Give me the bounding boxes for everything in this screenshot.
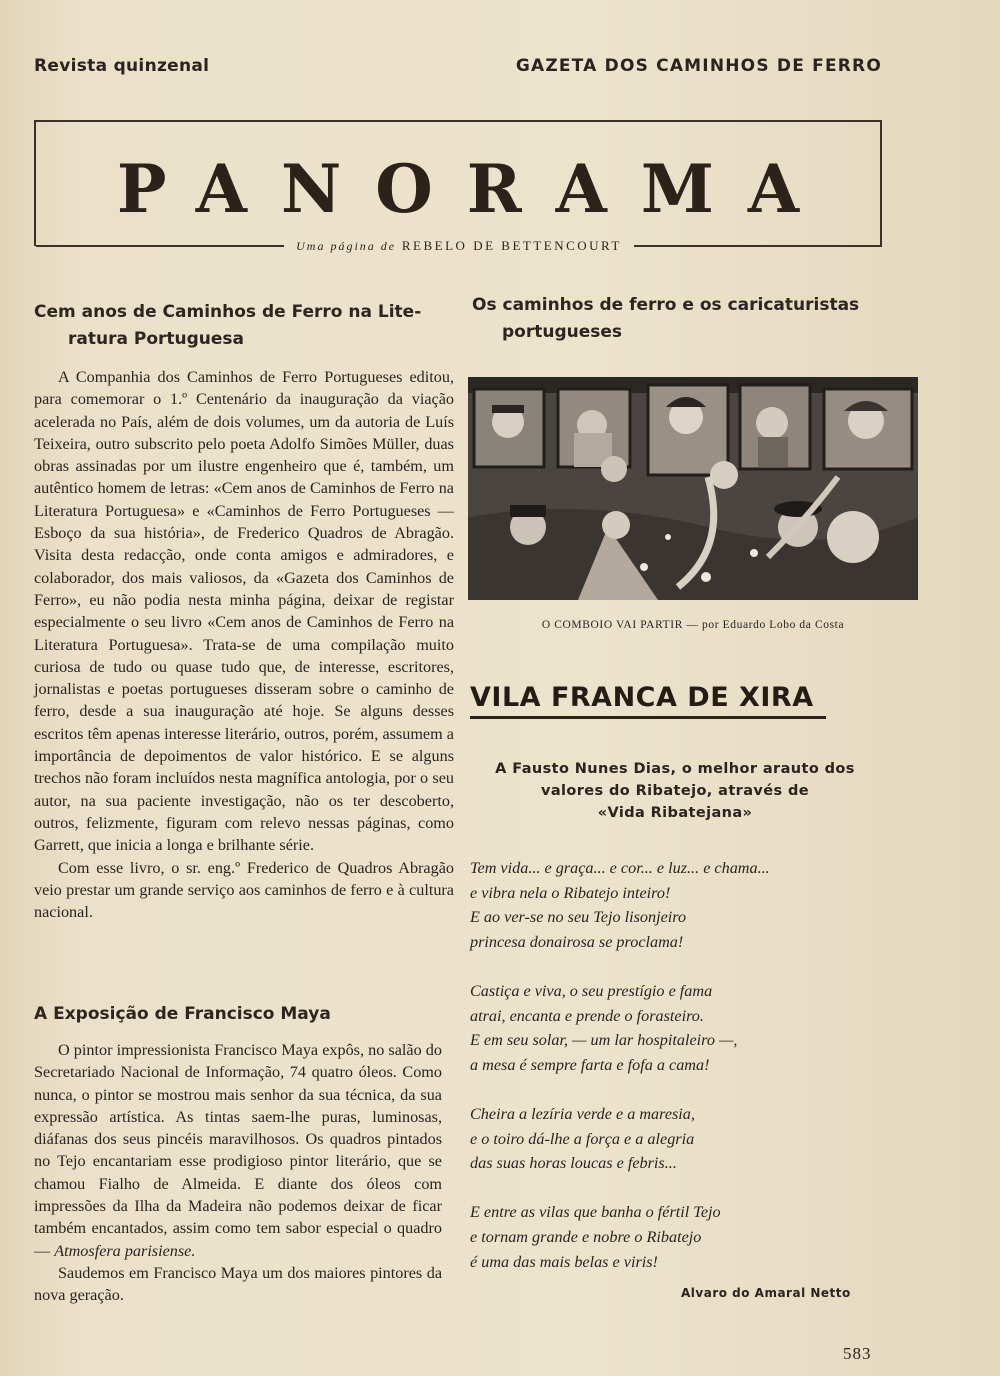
poem-line: e o toiro dá-lhe a força e a alegria — [470, 1129, 695, 1148]
masthead-byline — [36, 236, 882, 256]
dedication-line: A Fausto Nunes Dias, o melhor arauto dos — [495, 761, 855, 777]
caption-title: O COMBOIO VAI PARTIR — [541, 619, 683, 631]
byline-rule-left — [36, 245, 284, 247]
article1-title-line2: ratura Portuguesa — [68, 329, 245, 349]
poem-line: Cheira a lezíria verde e a maresia, — [470, 1104, 695, 1123]
article1-paragraph: Com esse livro, o sr. eng.º Frederico de Quadros Abragão veio prestar um grande serviço aos caminhos de ferro e à cultura nacional. — [34, 858, 454, 922]
poem-body — [470, 856, 890, 1299]
article2-body — [34, 1039, 442, 1307]
byline-author: REBELO DE BETTENCOURT — [401, 238, 622, 253]
poem-line: E ao ver-se no seu Tejo lisonjeiro — [470, 908, 687, 927]
poem-stanza — [470, 856, 890, 954]
masthead-title: PANORAMA — [116, 150, 834, 228]
article1-body — [34, 366, 454, 923]
poem-line: E em seu solar, — um lar hospitaleiro —, — [470, 1031, 738, 1050]
poem-line: a mesa é sempre farta e fofa a cama! — [470, 1055, 710, 1074]
poem-line: e tornam grande e nobre o Ribatejo — [470, 1227, 702, 1246]
dedication-line: «Vida Ribatejana» — [597, 805, 753, 821]
poem-line: e vibra nela o Ribatejo inteiro! — [470, 883, 671, 902]
article1-title-line1: Cem anos de Caminhos de Ferro na Lite- — [34, 302, 422, 322]
poem-line: atrai, encanta e prende o forasteiro. — [470, 1006, 704, 1025]
running-header — [34, 56, 882, 76]
article2-paragraph — [34, 1039, 442, 1262]
byline-rule-right — [634, 245, 882, 247]
byline-text — [284, 238, 634, 254]
poem-stanza — [470, 1200, 890, 1274]
poem-line: princesa donairosa se proclama! — [470, 932, 684, 951]
poem-line: é uma das mais belas e viris! — [470, 1252, 658, 1271]
caricature-illustration — [468, 377, 918, 600]
header-publication-frequency: Revista quinzenal — [34, 56, 210, 76]
dedication-line: valores do Ribatejo, através de — [540, 783, 809, 799]
masthead-frame — [34, 120, 882, 246]
poem-dedication — [468, 758, 882, 824]
article3-title-line2: portugueses — [502, 322, 623, 342]
article2-paragraph: Saudemos em Francisco Maya um dos maiores pintores da nova geração. — [34, 1263, 442, 1305]
illustration-caption — [468, 619, 918, 631]
article2-artwork-title: Atmosfera parisiense. — [54, 1241, 196, 1260]
poem-line: Tem vida... e graça... e cor... e luz... e chama... — [470, 859, 770, 877]
article1-paragraph: A Companhia dos Caminhos de Ferro Portugueses editou, para comemorar o 1.º Centenário da inauguração da viação acelerada no País, além de dois volumes, um da autoria de Luís Teixeira, outro subscrito pelo poeta Adolfo Simões Müller, duas obras assinadas por um ilustre engenheiro que é, também, um autêntico homem de letras: «Cem anos de Caminhos de Ferro na Literatura Portuguesa» e «Caminhos de Ferro Portugueses — Esboço da sua história», de Frederico Quadros de Abragão. Visita desta redacção, onde conta amigos e admiradores, e colaborador, dos mais valiosos, da «Gazeta dos Caminhos de Ferro», eu não podia nesta minha página, deixar de registar especialmente o seu livro «Cem anos de Caminhos de Ferro na Literatura Portuguesa». Trata-se de uma compilação muito curiosa de tudo ou quase tudo que, de interesse, escritores, jornalistas e poetas portugueses disseram sobre o caminho de ferro, desde a sua inauguração até hoje. Se alguns desses escritos têm apenas interesse literário, outros, porém, assumem a importância de depoimentos de valor histórico. E se alguns trechos não foram incluídos nesta magnífica antologia, por o seu autor, na sua paciente investigação, não os ter descoberto, outros, felizmente, figuram com relevo nessas páginas, como Garrett, que inicia a longa e brilhante série. — [34, 368, 454, 855]
article2-paragraph1-text: O pintor impressionista Francisco Maya expôs, no salão do Secretariado Nacional de Informação, 74 quatro óleos. Como nunca, o pintor se mostrou mais senhor da sua técnica, da sua expressão artística. As tintas saem-lhe puras, luminosas, diáfanas dos seus pincéis maravilhosos. Os quadros pintados no Tejo encantariam esse prodigioso pintor literário, que se chamou Fialho de Almeida. E diante dos óleos com impressões da Ilha da Madeira não podemos deixar de ficar também encantados, assim como tem sabor especial o quadro — — [34, 1041, 442, 1260]
article3-title-line1: Os caminhos de ferro e os caricaturistas — [472, 295, 860, 315]
poem-line: E entre as vilas que banha o fértil Tejo — [470, 1203, 721, 1222]
poem-title-rule — [470, 716, 826, 719]
poem-title: VILA FRANCA DE XIRA — [470, 682, 814, 713]
article3-title — [472, 292, 892, 346]
header-magazine-title: GAZETA DOS CAMINHOS DE FERRO — [515, 56, 882, 76]
page-number: 583 — [843, 1344, 872, 1363]
poem-line: das suas horas loucas e febris... — [470, 1154, 677, 1173]
poem-stanza — [470, 979, 890, 1077]
article2-title: A Exposição de Francisco Maya — [34, 1004, 331, 1024]
poem-line: Castiça e viva, o seu prestígio e fama — [470, 981, 713, 1000]
poem-stanza — [470, 1102, 890, 1176]
byline-prefix: Uma página de — [296, 239, 397, 253]
train-caricature-drawing — [468, 377, 918, 600]
article1-title — [34, 299, 454, 353]
poem-author: Alvaro do Amaral Netto — [681, 1286, 851, 1300]
caption-credit: — por Eduardo Lobo da Costa — [682, 619, 845, 631]
